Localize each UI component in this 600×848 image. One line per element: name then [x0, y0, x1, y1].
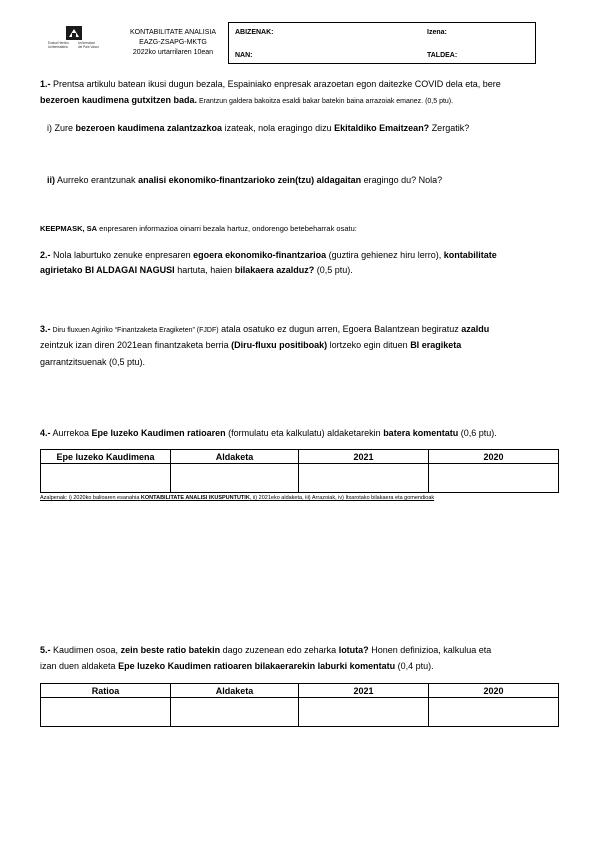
q1-part-ii: ii) Aurreko erantzunak analisi ekonomiko-finantzarioko zein(tzu) aldagaitan eragingo du? Nola? [47, 175, 443, 185]
course-title: KONTABILITATE ANALISIA [130, 29, 216, 36]
course-code: EAZG-ZSAPG-MKTG [139, 39, 207, 46]
q5-ratio-table [40, 683, 559, 727]
col-header: 2021 [299, 450, 429, 464]
table-cell[interactable] [429, 464, 559, 493]
exam-date: 2022ko urtarrilaren 10ean [132, 49, 214, 56]
table-cell[interactable] [41, 698, 171, 727]
name-field[interactable]: Izena: [427, 29, 447, 36]
table-header-row [41, 450, 559, 464]
student-id-box [228, 22, 536, 64]
table-cell[interactable] [299, 698, 429, 727]
table-cell[interactable] [41, 464, 171, 493]
university-logo: Euskal Herriko Unibertsitatea Universidad del País Vasco [46, 26, 106, 54]
q4-line1: 4.- Aurrekoa Epe luzeko Kaudimen ratioaren (formulatu eta kalkulatu) aldaketarekin batera komentatu (0,6 ptu). [40, 428, 497, 438]
col-header: 2021 [299, 684, 429, 698]
q3-line3: garrantzitsuenak (0,5 ptu). [40, 357, 146, 367]
q1-ii-answer-area[interactable] [40, 188, 560, 218]
q1-line1: 1.- Prentsa artikulu batean ikusi dugun bezala, Espainiako enpresak arazoetan egon daitezke COVID dela eta, bere [40, 79, 501, 89]
university-emblem-icon [66, 26, 82, 40]
col-header: 2020 [429, 684, 559, 698]
group-field[interactable]: TALDEA: [427, 52, 458, 59]
col-header: Aldaketa [171, 450, 299, 464]
course-header [116, 28, 230, 58]
table-row [41, 698, 559, 727]
q5-line1: 5.- Kaudimen osoa, zein beste ratio batekin dago zuzenean edo zeharka lotuta? Honen definizioa, kalkulua eta [40, 645, 492, 655]
q3-line1: 3.- Diru fluxuen Agiriko “Finantzaketa Eragiketen” (FJDF) atala osatuko ez dugun arren, Egoera Balantzean begiratuz azaldu [40, 324, 490, 334]
table-cell[interactable] [429, 698, 559, 727]
q1-part-i: i) Zure bezeroen kaudimena zalantzazkoa izateak, nola eragingo dizu Ekitaldiko Emaitzean? Zergatik? [47, 123, 470, 133]
q4-answer-area[interactable] [40, 506, 560, 636]
col-header: Epe luzeko Kaudimena [41, 450, 171, 464]
col-header: Aldaketa [171, 684, 299, 698]
q4-explanations-note: Azalpenak: i) 2020ko balioaren esanahia KONTABILITATE ANALISI IKUSPUNTUTIK, ii) 2021eko aldaketa, iii) Arrazoiak, iv) Itxarotako bilakaera eta gomendioak [40, 495, 435, 501]
col-header: Ratioa [41, 684, 171, 698]
table-cell[interactable] [171, 464, 299, 493]
q1-line2: bezeroen kaudimena gutxitzen bada. Erantzun galdera bakoitza esaldi bakar batekin baina arrazoiak emanez. (0,5 ptu). [40, 95, 454, 105]
company-intro: KEEPMASK, SA enpresaren informazioa oinarri bezala hartuz, ondorengo betebeharrak osatu: [40, 224, 357, 233]
q2-line2: agirietako BI ALDAGAI NAGUSI hartuta, haien bilakaera azalduz? (0,5 ptu). [40, 265, 353, 275]
table-cell[interactable] [299, 464, 429, 493]
q3-answer-area[interactable] [40, 372, 560, 422]
q4-ratio-table [40, 449, 559, 493]
table-cell[interactable] [171, 698, 299, 727]
q3-line2: zeintzuk izan diren 2021ean finantzaketa berria (Diru-fluxu positiboak) lortzeko egin dituen BI eragiketa [40, 340, 462, 350]
surname-field[interactable]: ABIZENAK: [235, 29, 274, 36]
id-number-field[interactable]: NAN: [235, 52, 253, 59]
table-header-row [41, 684, 559, 698]
q2-line1: 2.- Nola laburtuko zenuke enpresaren egoera ekonomiko-finantzarioa (guztira gehienez hiru lerro), kontabilitate [40, 250, 497, 260]
q1-i-answer-area[interactable] [40, 136, 560, 172]
q2-answer-area[interactable] [40, 280, 560, 318]
q5-line2: izan duen aldaketa Epe luzeko Kaudimen ratioaren bilakaerarekin laburki komentatu (0,4 ptu). [40, 661, 434, 671]
table-row [41, 464, 559, 493]
col-header: 2020 [429, 450, 559, 464]
